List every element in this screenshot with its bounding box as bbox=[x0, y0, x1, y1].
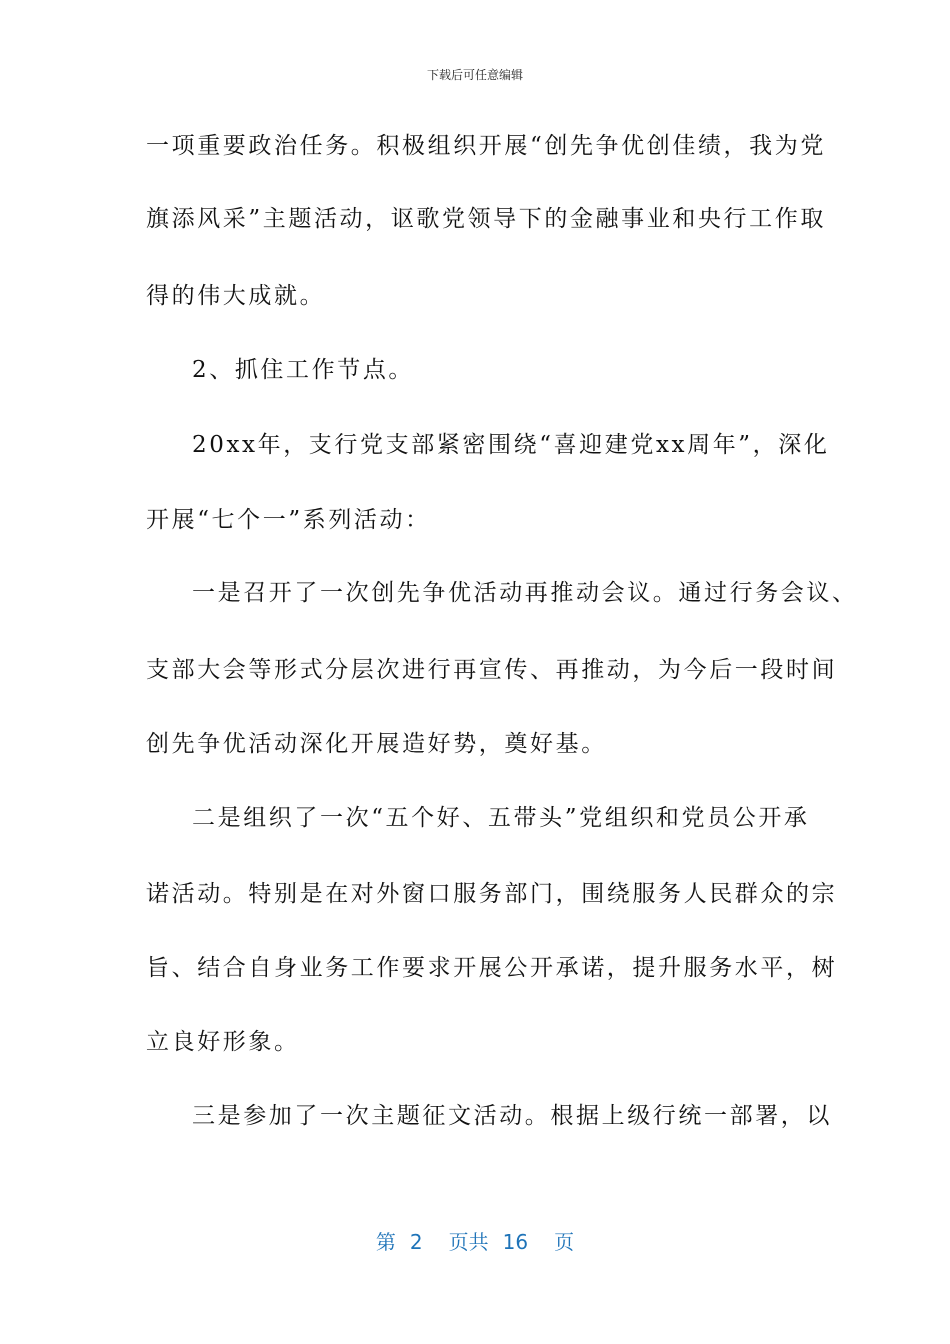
footer-prefix: 第 bbox=[375, 1230, 396, 1254]
paragraph-line: 得的伟大成就。 bbox=[146, 283, 326, 309]
paragraph-line: 一项重要政治任务。积极组织开展“创先争优创佳绩，我为党 bbox=[146, 133, 826, 159]
paragraph-line: 支部大会等形式分层次进行再宣传、再推动，为今后一段时间 bbox=[146, 657, 838, 683]
page-number-footer bbox=[0, 1226, 950, 1255]
footer-suffix: 页 bbox=[554, 1230, 575, 1254]
paragraph-line: 创先争优活动深化开展造好势，奠好基。 bbox=[146, 731, 607, 757]
current-page-number: 2 bbox=[409, 1230, 423, 1254]
footer-middle: 页共 bbox=[448, 1230, 489, 1254]
paragraph-line: 三是参加了一次主题征文活动。根据上级行统一部署，以 bbox=[192, 1103, 832, 1129]
paragraph-line: 20xx年，支行党支部紧密围绕“喜迎建党xx周年”，深化 bbox=[192, 432, 830, 458]
paragraph-line: 诺活动。特别是在对外窗口服务部门，围绕服务人民群众的宗 bbox=[146, 881, 838, 907]
total-pages-number: 16 bbox=[502, 1230, 529, 1254]
paragraph-line: 二是组织了一次“五个好、五带头”党组织和党员公开承 bbox=[192, 805, 810, 831]
paragraph-line: 2、抓住工作节点。 bbox=[192, 357, 415, 383]
paragraph-line: 立良好形象。 bbox=[146, 1029, 300, 1055]
paragraph-line: 旨、结合自身业务工作要求开展公开承诺，提升服务水平，树 bbox=[146, 955, 838, 981]
paragraph-line: 旗添风采”主题活动，讴歌党领导下的金融事业和央行工作取 bbox=[146, 206, 826, 232]
page-header: 下载后可任意编辑 bbox=[426, 68, 523, 82]
paragraph-line: 一是召开了一次创先争优活动再推动会议。通过行务会议、 bbox=[192, 580, 858, 606]
paragraph-line: 开展“七个一”系列活动： bbox=[146, 507, 431, 533]
